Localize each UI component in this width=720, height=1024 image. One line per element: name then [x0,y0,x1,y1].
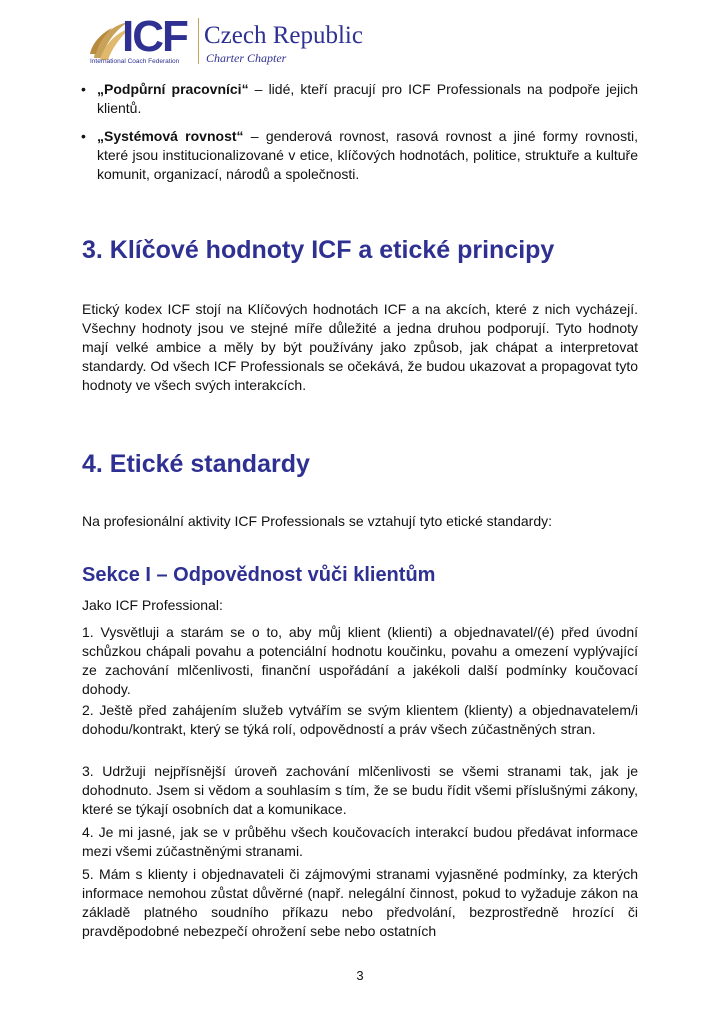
paragraph: 5. Mám s klienty i objednavateli či zájmovými stranami vyjasněné podmínky, za kterých informace nemohou zůstat důvěrné (např. nelegální činnost, pokud to vyžaduje zákon na základě platného soudního příkazu nebo předvolání, bezprostředně hrozící či pravděpodobné nebezpečí ohrožení sebe nebo ostatních [82,866,638,939]
section-3-heading: 3. Klíčové hodnoty ICF a etické principy [82,236,555,264]
section-4-heading: 4. Etické standardy [82,450,310,478]
standard-item-5 [82,865,638,941]
logo-subtitle: International Coach Federation [90,58,180,65]
paragraph: Etický kodex ICF stojí na Klíčových hodnotách ICF a na akcích, které z nich vycházejí. Všechny hodnoty jsou ve stejné míře důležité a jedna druhou podporují. Tyto hodnoty mají velké ambice a měly by být používány jako způsob, jak chápat a interpretovat standardy. Od všech ICF Professionals se očekává, že budou ukazovat a propagovat tyto hodnoty ve všech svých interakcích. [82,301,638,393]
section-3-body [82,300,638,395]
paragraph: Na profesionální aktivity ICF Professionals se vztahují tyto etické standardy: [82,513,552,529]
paragraph: 4. Je mi jasné, jak se v průběhu všech koučovacích interakcí budou předávat informace mezi všemi zúčastněnými stranami. [82,824,638,859]
logo-wordmark: ICF [122,12,187,61]
standard-item-3 [82,762,638,819]
definition-text: – genderová rovnost, rasová rovnost a jiné formy rovnosti, které jsou institucionalizované v etice, klíčových hodnotách, politice, struktuře a kultuře komunit, organizací, národů a společnosti. [97,128,638,182]
standard-item-1 [82,623,638,699]
chapter-name: Czech Republic [204,22,363,49]
charter-label: Charter Chapter [206,51,287,65]
section-i-subheading: Sekce I – Odpovědnost vůči klientům [82,564,436,586]
definition-term: „Systémová rovnost“ [97,128,244,144]
section-4-intro [82,512,638,531]
standard-item-2 [82,701,638,739]
list-item [97,80,638,118]
paragraph: 3. Udržuji nejpřísnější úroveň zachování mlčenlivosti se všemi stranami tak, jak je dohodnuto. Jsem si vědom a souhlasím s tím, že se budu řídit všemi příslušnými zákony, které se týkají osobních dat a komunikace. [82,763,638,817]
paragraph: Jako ICF Professional: [82,597,223,613]
logo-divider [198,18,199,64]
page-header [88,14,408,74]
section-i-lead [82,596,638,615]
paragraph: 2. Ještě před zahájením služeb vytvářím se svým klientem (klienty) a objednavatelem/i dohodu/kontrakt, který se týká rolí, odpovědností a práv všech zúčastněných stran. [82,702,638,737]
definition-text: – lidé, kteří pracují pro ICF Professionals na podpoře jejich klientů. [97,81,639,116]
list-item [97,127,638,184]
paragraph: 1. Vysvětluji a starám se o to, aby můj klient (klienti) a objednavatel/(é) před úvodní schůzkou chápali povahu a potenciální hodnotu koučinku, povahu a omezení vyplývající ze zachování mlčenlivosti, finanční uspořádání a jakékoli další podmínky koučovací dohody. [82,624,638,697]
standard-item-4 [82,823,638,861]
definition-term: „Podpůrní pracovníci“ [97,81,249,97]
definition-list [97,80,638,193]
page-number: 3 [356,968,364,983]
